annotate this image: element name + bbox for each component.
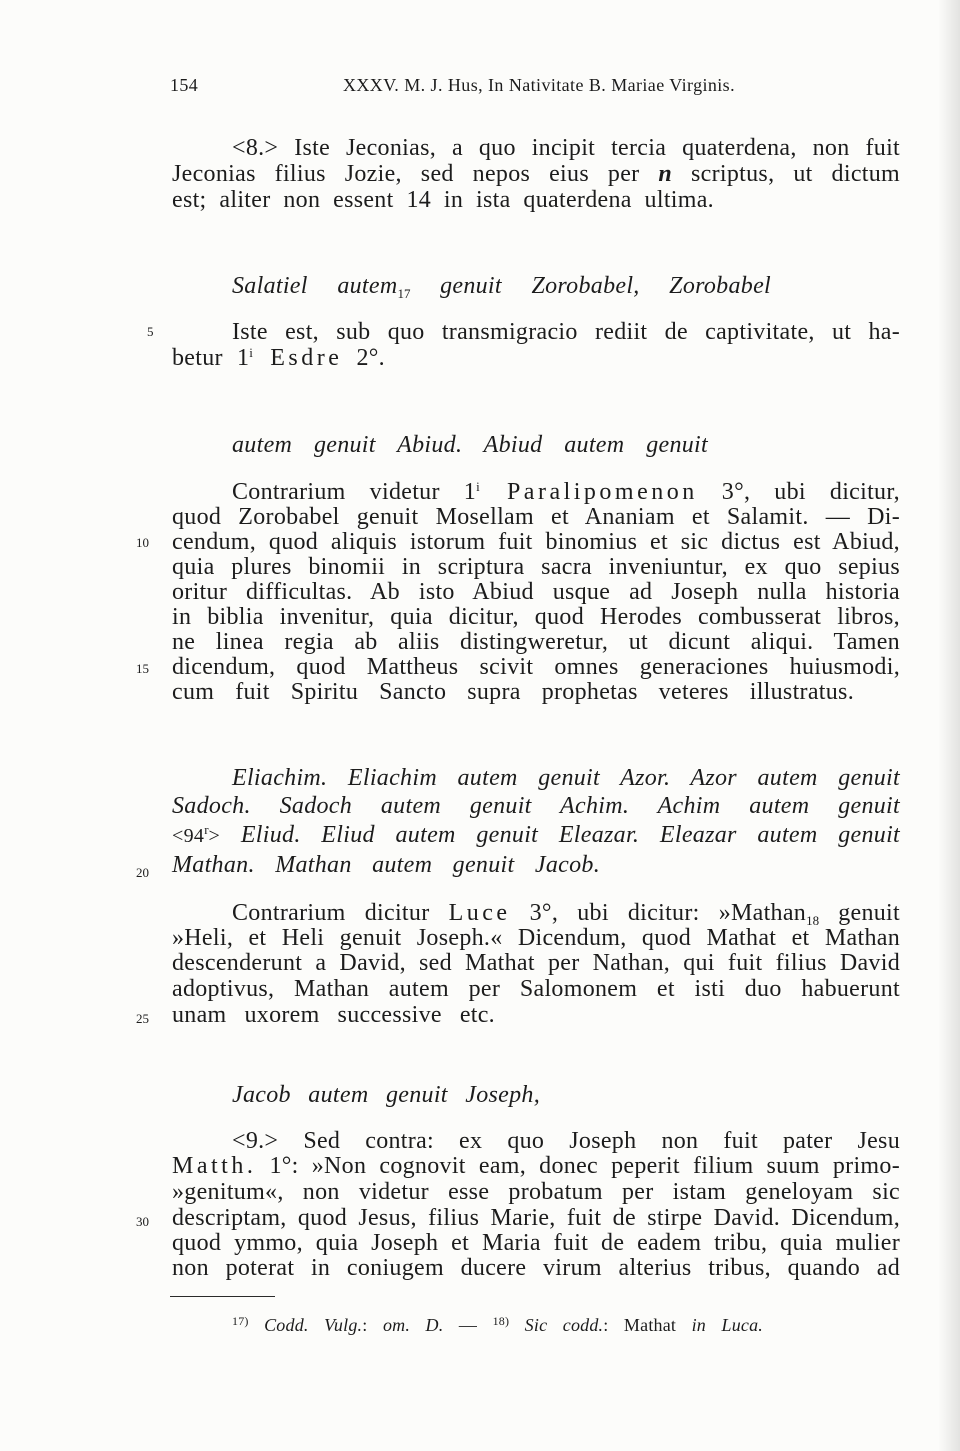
text-line: »genitum«, non videtur esse probatum per istam geneloyam sic: [172, 1179, 900, 1205]
text-line: [232, 900, 900, 926]
text-line: oritur difficultas. Ab isto Abiud usque ad Joseph nulla historia: [172, 579, 900, 605]
lemma-line: [172, 822, 900, 848]
superscript-marker: i: [249, 345, 253, 360]
text-line: [172, 345, 385, 371]
text-segment: Iste est, sub quo transmigracio rediit de captivitate, ut ha-: [232, 319, 900, 345]
line-number: 20: [136, 865, 149, 880]
text-segment: : Mathat: [603, 1315, 692, 1335]
lemma-line: [232, 273, 771, 299]
folio-marker: <94: [172, 825, 205, 847]
text-line: dicendum, quod Mattheus scivit omnes generaciones huiusmodi,: [172, 654, 900, 680]
text-line: [172, 1153, 900, 1179]
text-line: cum fuit Spiritu Sancto supra prophetas veteres illustratus.: [172, 679, 854, 705]
text-line: »Heli, et Heli genuit Joseph.« Dicendum, quod Mathat et Mathan: [172, 925, 900, 951]
text-line: quia plures binomii in scriptura sacra inveniuntur, ex quo sepius: [172, 554, 900, 580]
text-segment: scriptus, ut dictum: [672, 161, 901, 187]
superscript-marker: i: [476, 479, 480, 494]
text-segment: Contrarium videtur 1: [232, 479, 477, 505]
italic-letter: n: [658, 161, 673, 187]
text-segment: <8.> Iste Jeconias, a quo incipit tercia quaterdena, non fuit: [232, 135, 900, 161]
text-segment: Contrarium dicitur: [232, 900, 449, 926]
text-line: descenderunt a David, sed Mathat per Nathan, qui fuit filius David: [172, 950, 900, 976]
text-segment: 3°, ubi dicitur: »Mathan: [510, 900, 807, 926]
text-segment: —: [443, 1315, 493, 1335]
lemma-line: Jacob autem genuit Joseph,: [232, 1082, 540, 1108]
text-line: [232, 319, 900, 345]
footnote-number: 17): [232, 1314, 249, 1328]
text-segment: genuit Zorobabel, Zorobabel: [410, 273, 771, 299]
text-line: in biblia invenitur, quia dicitur, quod Herodes combusserat libros,: [172, 604, 900, 630]
line-number: 5: [147, 324, 154, 339]
text-line: [232, 479, 900, 505]
text-segment: 3°, ubi dicitur,: [697, 479, 900, 505]
footnote-number: 18): [492, 1314, 510, 1328]
text-line: [232, 135, 900, 161]
text-segment: genuit: [819, 900, 900, 926]
line-number: 25: [136, 1011, 149, 1026]
lemma-line: Eliachim. Eliachim autem genuit Azor. Azor autem genuit: [232, 765, 900, 791]
text-line: non poterat in coniugem ducere virum alterius tribus, quando ad: [172, 1255, 900, 1281]
text-line: cendum, quod aliquis istorum fuit binomius et sic dictus est Abiud,: [172, 529, 900, 555]
text-line: [172, 187, 714, 213]
spaced-word: Matth.: [172, 1153, 257, 1179]
text-segment: Jeconias filius Jozie, sed nepos eius per: [172, 161, 659, 187]
text-segment: Codd. Vulg.: [248, 1315, 363, 1335]
text-segment: om. D.: [382, 1315, 444, 1335]
spaced-word: Paralipomenon: [479, 479, 698, 505]
footnote-ref-subscript: 18: [806, 913, 820, 928]
line-number: 10: [136, 535, 149, 550]
text-segment: est; aliter non essent 14 in ista quaterdena ultima.: [172, 187, 714, 213]
footnote-line: [232, 1315, 763, 1335]
running-title: XXXV. M. J. Hus, In Nativitate B. Mariae Virginis.: [343, 75, 735, 95]
text-segment: Eliud. Eliud autem genuit Eleazar. Eleazar autem genuit: [220, 822, 900, 848]
text-line: quod ymmo, quia Joseph et Maria fuit de eadem tribu, quia mulier: [172, 1230, 900, 1256]
page-edge-shadow: [938, 0, 960, 1451]
folio-marker-close: >: [208, 825, 221, 847]
text-line: quod Zorobabel genuit Mosellam et Ananiam et Salamit. — Di-: [172, 504, 900, 530]
lemma-line: Sadoch. Sadoch autem genuit Achim. Achim autem genuit: [172, 793, 900, 819]
text-line: descriptam, quod Jesus, filius Marie, fuit de stirpe David. Dicendum,: [172, 1205, 900, 1231]
text-segment: betur 1: [172, 345, 250, 371]
text-line: ne linea regia ab aliis distingweretur, ut dicunt aliqui. Tamen: [172, 629, 900, 655]
text-line: adoptivus, Mathan autem per Salomonem et isti duo habuerunt: [172, 976, 900, 1002]
text-line: [172, 161, 900, 187]
lemma-line: autem genuit Abiud. Abiud autem genuit: [232, 432, 708, 458]
text-segment: in Luca.: [691, 1315, 763, 1335]
spaced-word: Esdre: [252, 345, 343, 371]
spaced-word: Luce: [448, 900, 511, 926]
line-number: 30: [136, 1214, 149, 1229]
text-segment: :: [362, 1315, 383, 1335]
text-segment: 2°.: [342, 345, 385, 371]
superscript-marker: r: [204, 822, 209, 837]
page-number: 154: [170, 75, 199, 95]
footnote-rule: [170, 1296, 275, 1297]
text-segment: 1°: »Non cognovit eam, donec peperit filium suum primo-: [256, 1153, 900, 1179]
text-segment: Salatiel autem: [232, 273, 398, 299]
lemma-line: Mathan. Mathan autem genuit Jacob.: [172, 852, 600, 878]
text-segment: Sic codd.: [509, 1315, 604, 1335]
text-line: unam uxorem successive etc.: [172, 1002, 495, 1028]
footnote-ref-subscript: 17: [397, 286, 411, 301]
line-number: 15: [136, 661, 149, 676]
text-line: <9.> Sed contra: ex quo Joseph non fuit pater Jesu: [232, 1128, 900, 1154]
